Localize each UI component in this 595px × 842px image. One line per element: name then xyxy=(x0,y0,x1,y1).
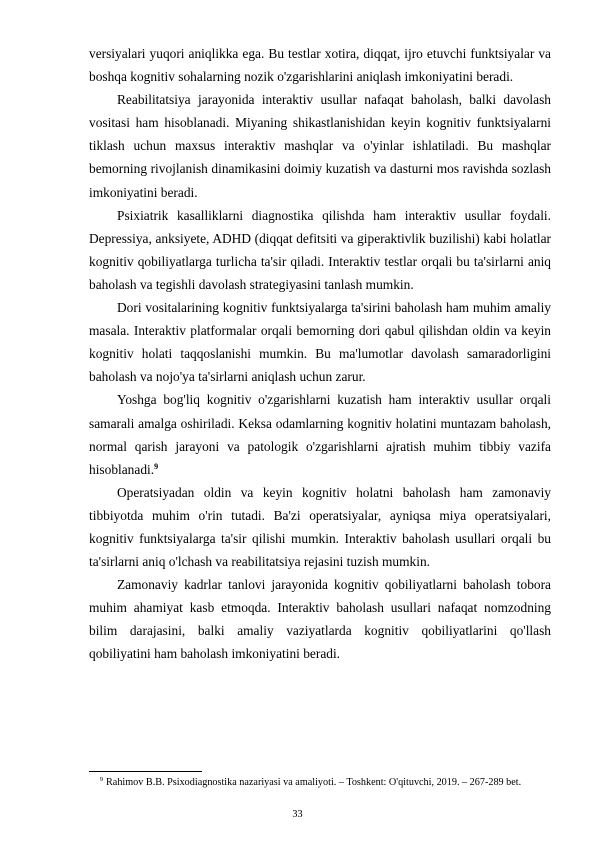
footnote-number-text: 9 xyxy=(99,776,103,783)
footnote-reference[interactable]: 9 xyxy=(154,461,159,471)
page-number: 33 xyxy=(292,809,303,820)
paragraph-2 xyxy=(89,88,551,203)
paragraph-4-text: Dori vositalarining kognitiv funktsiyalarga ta'sirini baholash ham muhim amaliy masala. Interaktiv platformalar orqali bemorning dori qabul qilishdan oldin va keyin kognitiv holati taqqoslanishi mumkin. Bu ma'lumotlar davolash samaradorligini baholash va nojo'ya ta'sirlarni aniqlash uchun zarur. xyxy=(89,300,551,385)
paragraph-6-text: Operatsiyadan oldin va keyin kognitiv holatni baholash ham zamonaviy tibbiyotda muhim o'rin tutadi. Ba'zi operatsiyalar, ayniqsa miya operatsiyalari, kognitiv funktsiyalarga ta'sir qilishi mumkin. Interaktiv baholash usullari orqali bu ta'sirlarni aniq o'lchash va reabilitatsiya rejasini tuzish mumkin. xyxy=(89,484,551,570)
paragraph-2-text: Reabilitatsiya jarayonida interaktiv usullar nafaqat baholash, balki davolash vositasi ham hisoblanadi. Miyaning shikastlanishidan keyin kognitiv funktsiyalarni tiklash uchun maxsus interaktiv mashqlar va o'yinlar ishlatiladi. Bu mashqlar bemorning rivojlanish dinamikasini doimiy kuzatish va dasturni mos ravishda sozlash imkoniyatini beradi. xyxy=(89,92,551,200)
paragraph-3-text: Psixiatrik kasalliklarni diagnostika qilishda ham interaktiv usullar foydali. Depressiya, anksiyete, ADHD (diqqat defitsiti va giperaktivlik buzilishi) kabi holatlar kognitiv qobiliyatlarga turlicha ta'sir qiladi. Interaktiv testlar orqali bu ta'sirlarni aniq baholash va tegishli davolash strategiyasini tanlash mumkin. xyxy=(89,207,551,292)
paragraph-7-text: Zamonaviy kadrlar tanlovi jarayonida kognitiv qobiliyatlarni baholash tobora muhim ahamiyat kasb etmoqda. Interaktiv baholash usullari nafaqat nomzodning bilim darajasini, balki amaliy vaziyatlarda kognitiv qobiliyatlarini qo'llash qobiliyatini ham baholash imkoniyatini beradi. xyxy=(89,577,551,662)
paragraph-3 xyxy=(89,204,551,296)
body-text xyxy=(89,42,551,666)
footnote-separator xyxy=(89,771,202,772)
footnote xyxy=(89,774,551,791)
paragraph-1-text: versiyalari yuqori aniqlikka ega. Bu testlar xotira, diqqat, ijro etuvchi funktsiyalar va boshqa kognitiv sohalarning nozik o'zgarishlarini aniqlash imkoniyatini beradi. xyxy=(89,46,551,85)
paragraph-7 xyxy=(89,573,551,665)
paragraph-5-text: Yoshga bog'liq kognitiv o'zgarishlarni kuzatish ham interaktiv usullar orqali samarali amalga oshiriladi. Keksa odamlarning kognitiv holatini muntazam baholash, normal qarish jarayoni va patologik o'zgarishlarni ajratish muhim tibbiy vazifa hisoblanadi. xyxy=(89,392,551,477)
paragraph-6 xyxy=(89,481,551,573)
footnote-number xyxy=(89,774,106,791)
paragraph-5 xyxy=(89,388,551,480)
paragraph-4 xyxy=(89,296,551,388)
footnote-text: Rahimov B.B. Psixodiagnostika nazariyasi va amaliyoti. – Toshkent: O'qituvchi, 2019. – 267-289 bet. xyxy=(106,777,522,788)
paragraph-1 xyxy=(89,42,551,88)
